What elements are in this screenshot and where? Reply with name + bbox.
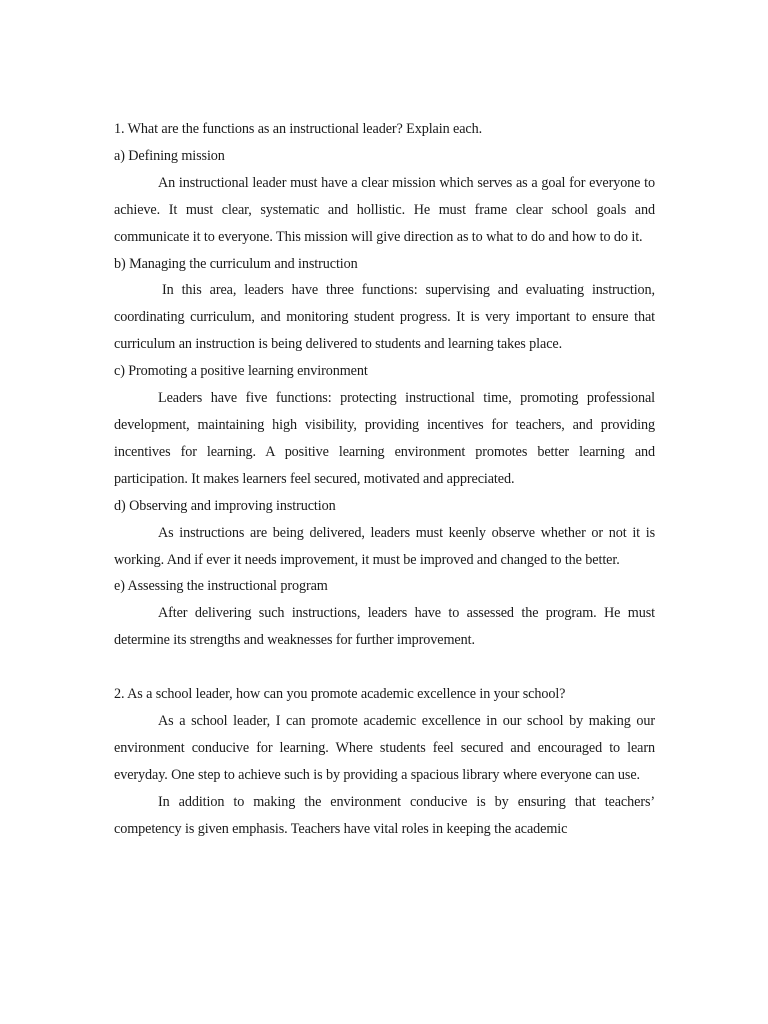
answer-paragraph-1: As a school leader, I can promote academic excellence in our school by making our environment conducive for learning. Where students feel secured and encouraged to learn everyday. One step to achieve such is by providing a spacious library where everyone can use. [114, 712, 655, 783]
answer-paragraph-2: In addition to making the environment conducive is by ensuring that teachers’ competency is given emphasis. Teachers have vital roles in keeping the academic [114, 793, 655, 837]
question-2: 2. As a school leader, how can you promote academic excellence in your school? [114, 686, 566, 703]
section-body-e: After delivering such instructions, leaders have to assessed the program. He must determine its strengths and weaknesses for further improvement. [114, 605, 655, 649]
section-body-b: In this area, leaders have three functions: supervising and evaluating instruction, coordinating curriculum, and monitoring student progress. It is very important to ensure that curriculum an instruction is being delivered to students and learning takes place. [114, 282, 655, 353]
section-body-d: As instructions are being delivered, leaders must keenly observe whether or not it is working. And if ever it needs improvement, it must be improved and changed to the better. [114, 524, 655, 568]
section-heading-c: c) Promoting a positive learning environment [114, 363, 368, 380]
section-heading-a: a) Defining mission [114, 147, 225, 164]
section-body-a: An instructional leader must have a clear mission which serves as a goal for everyone to achieve. It must clear, systematic and hollistic. He must frame clear school goals and communicate it to everyone. This mission will give direction as to what to do and how to do it. [114, 174, 655, 245]
document-page [114, 116, 655, 842]
section-heading-d: d) Observing and improving instruction [114, 497, 336, 514]
section-heading-b: b) Managing the curriculum and instruction [114, 255, 358, 272]
section-heading-e: e) Assessing the instructional program [114, 578, 328, 595]
question-1: 1. What are the functions as an instructional leader? Explain each. [114, 121, 483, 137]
section-body-c: Leaders have five functions: protecting instructional time, promoting professional development, maintaining high visibility, providing incentives for teachers, and providing incentives for learning. A positive learning environment promotes better learning and participation. It makes learners feel secured, motivated and appreciated. [114, 390, 655, 487]
section-spacer [114, 654, 655, 681]
